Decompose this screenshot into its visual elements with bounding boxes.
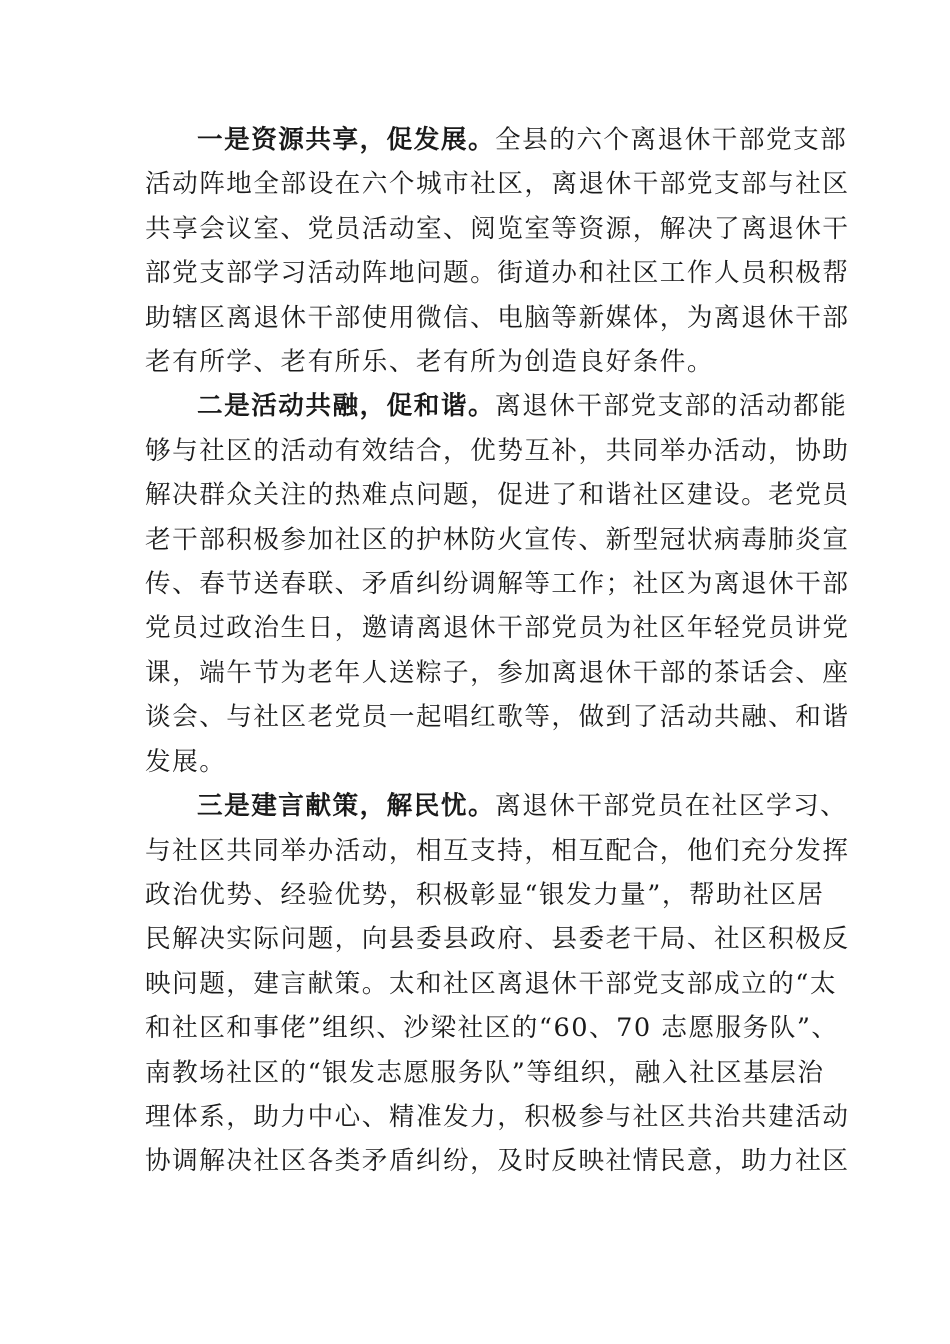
paragraph-first-line xyxy=(145,784,848,828)
paragraph-line: 共享会议室、党员活动室、阅览室等资源，解决了离退休干 xyxy=(145,213,850,244)
paragraph-text: 离退休干部党支部的活动都能 xyxy=(495,391,848,422)
paragraph-heading: 二是活动共融，促和谐。 xyxy=(197,391,496,422)
paragraph-line: 理体系，助力中心、精准发力，积极参与社区共治共建活动 xyxy=(145,1101,850,1132)
paragraph-resource-sharing xyxy=(145,118,850,384)
paragraph-heading: 三是建言献策，解民忧。 xyxy=(197,791,496,822)
paragraph-line: 部党支部学习活动阵地问题。街道办和社区工作人员积极帮 xyxy=(145,258,850,289)
paragraph-first-line xyxy=(145,384,848,428)
paragraph-line: 与社区共同举办活动，相互支持，相互配合，他们充分发挥 xyxy=(145,835,850,866)
paragraph-line: 老干部积极参加社区的护林防火宣传、新型冠状病毒肺炎宣 xyxy=(145,524,850,555)
paragraph-line: 助辖区离退休干部使用微信、电脑等新媒体，为离退休干部 xyxy=(145,302,850,333)
paragraph-line: 传、春节送春联、矛盾纠纷调解等工作；社区为离退休干部 xyxy=(145,569,850,600)
paragraph-text: 全县的六个离退休干部党支部 xyxy=(495,125,848,155)
paragraph-line: 党员过政治生日，邀请离退休干部党员为社区年轻党员讲党 xyxy=(145,613,850,644)
paragraph-line: 协调解决社区各类矛盾纠纷，及时反映社情民意，助力社区 xyxy=(145,1146,850,1177)
paragraph-line: 民解决实际问题，向县委县政府、县委老干局、社区积极反 xyxy=(145,924,850,955)
paragraph-heading: 一是资源共享，促发展。 xyxy=(197,125,496,155)
paragraph-first-line xyxy=(145,118,848,162)
paragraph-advice xyxy=(145,784,850,1184)
paragraph-line: 谈会、与社区老党员一起唱红歌等，做到了活动共融、和谐 xyxy=(145,702,850,733)
paragraph-line: 课，端午节为老年人送粽子，参加离退休干部的茶话会、座 xyxy=(145,657,850,688)
paragraph-line: 解决群众关注的热难点问题，促进了和谐社区建设。老党员 xyxy=(145,480,850,511)
paragraph-text: 离退休干部党员在社区学习、 xyxy=(495,791,848,822)
paragraph-line: 南教场社区的“银发志愿服务队”等组织，融入社区基层治 xyxy=(145,1057,825,1088)
paragraph-activity-integration xyxy=(145,384,850,784)
paragraph-line: 发展。 xyxy=(145,746,227,777)
paragraph-line: 映问题，建言献策。太和社区离退休干部党支部成立的“太 xyxy=(145,968,837,999)
document-body xyxy=(145,118,850,1184)
paragraph-line: 和社区和事佬”组织、沙梁社区的“60、70 志愿服务队”、 xyxy=(145,1013,839,1044)
paragraph-line: 活动阵地全部设在六个城市社区，离退休干部党支部与社区 xyxy=(145,169,850,200)
paragraph-line: 政治优势、经验优势，积极彰显“银发力量”，帮助社区居 xyxy=(145,879,825,910)
paragraph-line: 够与社区的活动有效结合，优势互补，共同举办活动，协助 xyxy=(145,435,850,466)
paragraph-line: 老有所学、老有所乐、老有所为创造良好条件。 xyxy=(145,347,714,378)
